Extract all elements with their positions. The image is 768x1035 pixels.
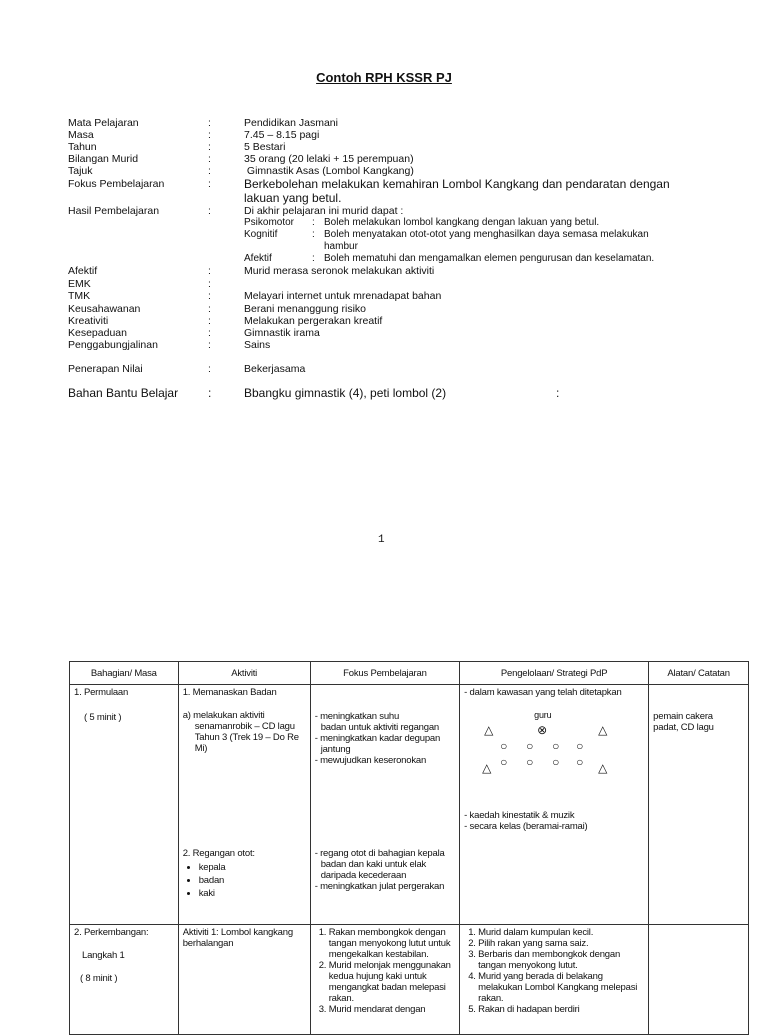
list-item: 3. Murid mendarat dengan (329, 1004, 455, 1015)
triangle-icon: △ (484, 723, 494, 737)
fokus-steps-list (315, 927, 455, 1015)
list-item: 2. Pilih rakan yang sama saiz. (478, 938, 644, 949)
cell-bahagian-2: 2. Perkembangan: Langkah 1 ( 8 minit ) (70, 925, 179, 1035)
list-item: • kepala (199, 861, 306, 874)
lesson-plan-table (69, 661, 749, 1035)
document-page: Contoh RPH KSSR PJ Mata Pelajaran : Pendidikan Jasmani Masa : 7.45 – 8.15 pagi Tahun : 5 Bestari Bilangan Murid : 35 orang (20 lelaki + 15 perempuan) Tajuk : Gimnastik Asas (Lombol Kangkang) Fokus Pembelajaran : Berkebolehan melakukan kemahiran Lombol Kangkang dan pendaratan dengan lakuan yang betul. Hasil Pembelajaran : Di akhir pelajaran ini murid dapat : Psikomotor : Boleh melakukan lombol kangkang dengan lakuan yang betul. Kognitif : Boleh menyatakan otot-otot yang menghasilkan daya semasa melakukan hambur Afektif : Boleh mematuhi dan mengamalkan elemen pengurusan dan keselamatan. Afektif : Murid merasa seronok melakukan aktiviti EMK : TMK : Melayari internet untuk mrenadapat bahan Keusahawanan : Berani menanggung risiko Kreativiti : Melakukan pergerakan kreatif Kesepaduan : Gimnastik irama Penggabungjalinan : Sains Penerapan Nilai : Bekerjasama Bahan Bantu Belajar : Bbangku gimnastik (4), peti lombol (2) : 1 Bahagian/ Masa Aktiviti Fokus Pembelajaran Pengelolaan/ Strategi PdP Alatan/ Catatan 1. Permulaan ( 5 minit ) 1. Memanaskan Badan a) melakukan aktiviti senamanrobik – CD lagu Tahun 3 (Trek 19 – Do Re Mi) 2. Regangan otot: • kepala • badan • kaki - meningkatkan suhu badan untuk aktiviti regangan - meningkatkan kadar degupan jantung - mewujudkan keseronokan - regang otot di bahagian kepala badan dan kaki untuk elak daripada kecederaan - meningkatkan julat pergerakan - dalam kawasan yang telah ditetapkan guru △ ⊗ △ ○ ○ ○ ○ ○ ○ ○ ○ △ △ - kaedah kinestatik & muzik - secara kelas (beramai-ramai) pemain cakera padat, CD lagu 2. Perkembangan: Langkah 1 ( 8 minit ) Aktiviti 1: Lombol kangkang berhalangan 1. Rakan membongkok dengan tangan menyokong lutut untuk mengekalkan kestabilan. 2. Murid melonjak menggunakan kedua hujung kaki untuk mengangkat badan melepasi rakan. 3. Murid mendarat dengan 1. Murid dalam kumpulan kecil. 2. Pilih rakan yang sama saiz. 3. Berbaris dan membongkok dengan tangan menyokong lutut. 4. Murid yang berada di belakang melakukan Lombol Kangkang melepasi rakan. 5. Rakan di hadapan berdiri (0, 0, 768, 1024)
circle-icon: ○ (552, 755, 560, 769)
table-row (70, 685, 749, 925)
bahan-trailing-colon: : (556, 386, 560, 400)
list-item: • kaki (199, 887, 306, 900)
circle-icon: ○ (526, 755, 534, 769)
header-fokus: Fokus Pembelajaran (310, 662, 459, 685)
page-number: 1 (378, 534, 385, 546)
header-aktiviti: Aktiviti (178, 662, 310, 685)
list-item: 4. Murid yang berada di belakang melakukan Lombol Kangkang melepasi rakan. (478, 971, 644, 1004)
table-header-row (70, 662, 749, 685)
cell-pengelolaan-1: - dalam kawasan yang telah ditetapkan guru △ ⊗ △ ○ ○ ○ ○ ○ ○ ○ ○ △ △ - kaedah kinestatik & muzik - secara kelas (beramai-ramai) (460, 685, 649, 925)
circle-icon: ○ (500, 739, 508, 753)
formation-diagram (464, 704, 644, 776)
list-item: 5. Rakan di hadapan berdiri (478, 1004, 644, 1015)
cell-alatan-2 (649, 925, 749, 1035)
cell-fokus-2 (310, 925, 459, 1035)
circle-icon: ○ (576, 755, 584, 769)
header-pengelolaan: Pengelolaan/ Strategi PdP (460, 662, 649, 685)
list-item: 3. Berbaris dan membongkok dengan tangan menyokong lutut. (478, 949, 644, 971)
teacher-marker-icon: ⊗ (537, 723, 548, 737)
circle-icon: ○ (576, 739, 584, 753)
circle-icon: ○ (552, 739, 560, 753)
list-item: 1. Rakan membongkok dengan tangan menyokong lutut untuk mengekalkan kestabilan. (329, 927, 455, 960)
document-title: Contoh RPH KSSR PJ (316, 70, 452, 85)
pengelolaan-steps-list (464, 927, 644, 1015)
circle-icon: ○ (526, 739, 534, 753)
header-bahagian: Bahagian/ Masa (70, 662, 179, 685)
cell-bahagian-1: 1. Permulaan ( 5 minit ) (70, 685, 179, 925)
list-item: 1. Murid dalam kumpulan kecil. (478, 927, 644, 938)
triangle-icon: △ (598, 723, 608, 737)
cell-pengelolaan-2 (460, 925, 649, 1035)
list-item: 2. Murid melonjak menggunakan kedua hujung kaki untuk mengangkat badan melepasi rakan. (329, 960, 455, 1004)
header-alatan: Alatan/ Catatan (649, 662, 749, 685)
cell-aktiviti-1: 1. Memanaskan Badan a) melakukan aktiviti senamanrobik – CD lagu Tahun 3 (Trek 19 – Do Re Mi) 2. Regangan otot: • kepala • badan • kaki (178, 685, 310, 925)
circle-icon: ○ (500, 755, 508, 769)
cell-aktiviti-2: Aktiviti 1: Lombol kangkang berhalangan (178, 925, 310, 1035)
regangan-list (183, 861, 306, 900)
cell-fokus-1: - meningkatkan suhu badan untuk aktiviti regangan - meningkatkan kadar degupan jantung - mewujudkan keseronokan - regang otot di bahagian kepala badan dan kaki untuk elak daripada kecederaan - meningkatkan julat pergerakan (310, 685, 459, 925)
guru-label: guru (534, 710, 552, 720)
triangle-icon: △ (598, 761, 608, 775)
cell-alatan-1: pemain cakera padat, CD lagu (649, 685, 749, 925)
table-row (70, 925, 749, 1035)
triangle-icon: △ (482, 761, 492, 775)
list-item: • badan (199, 874, 306, 887)
